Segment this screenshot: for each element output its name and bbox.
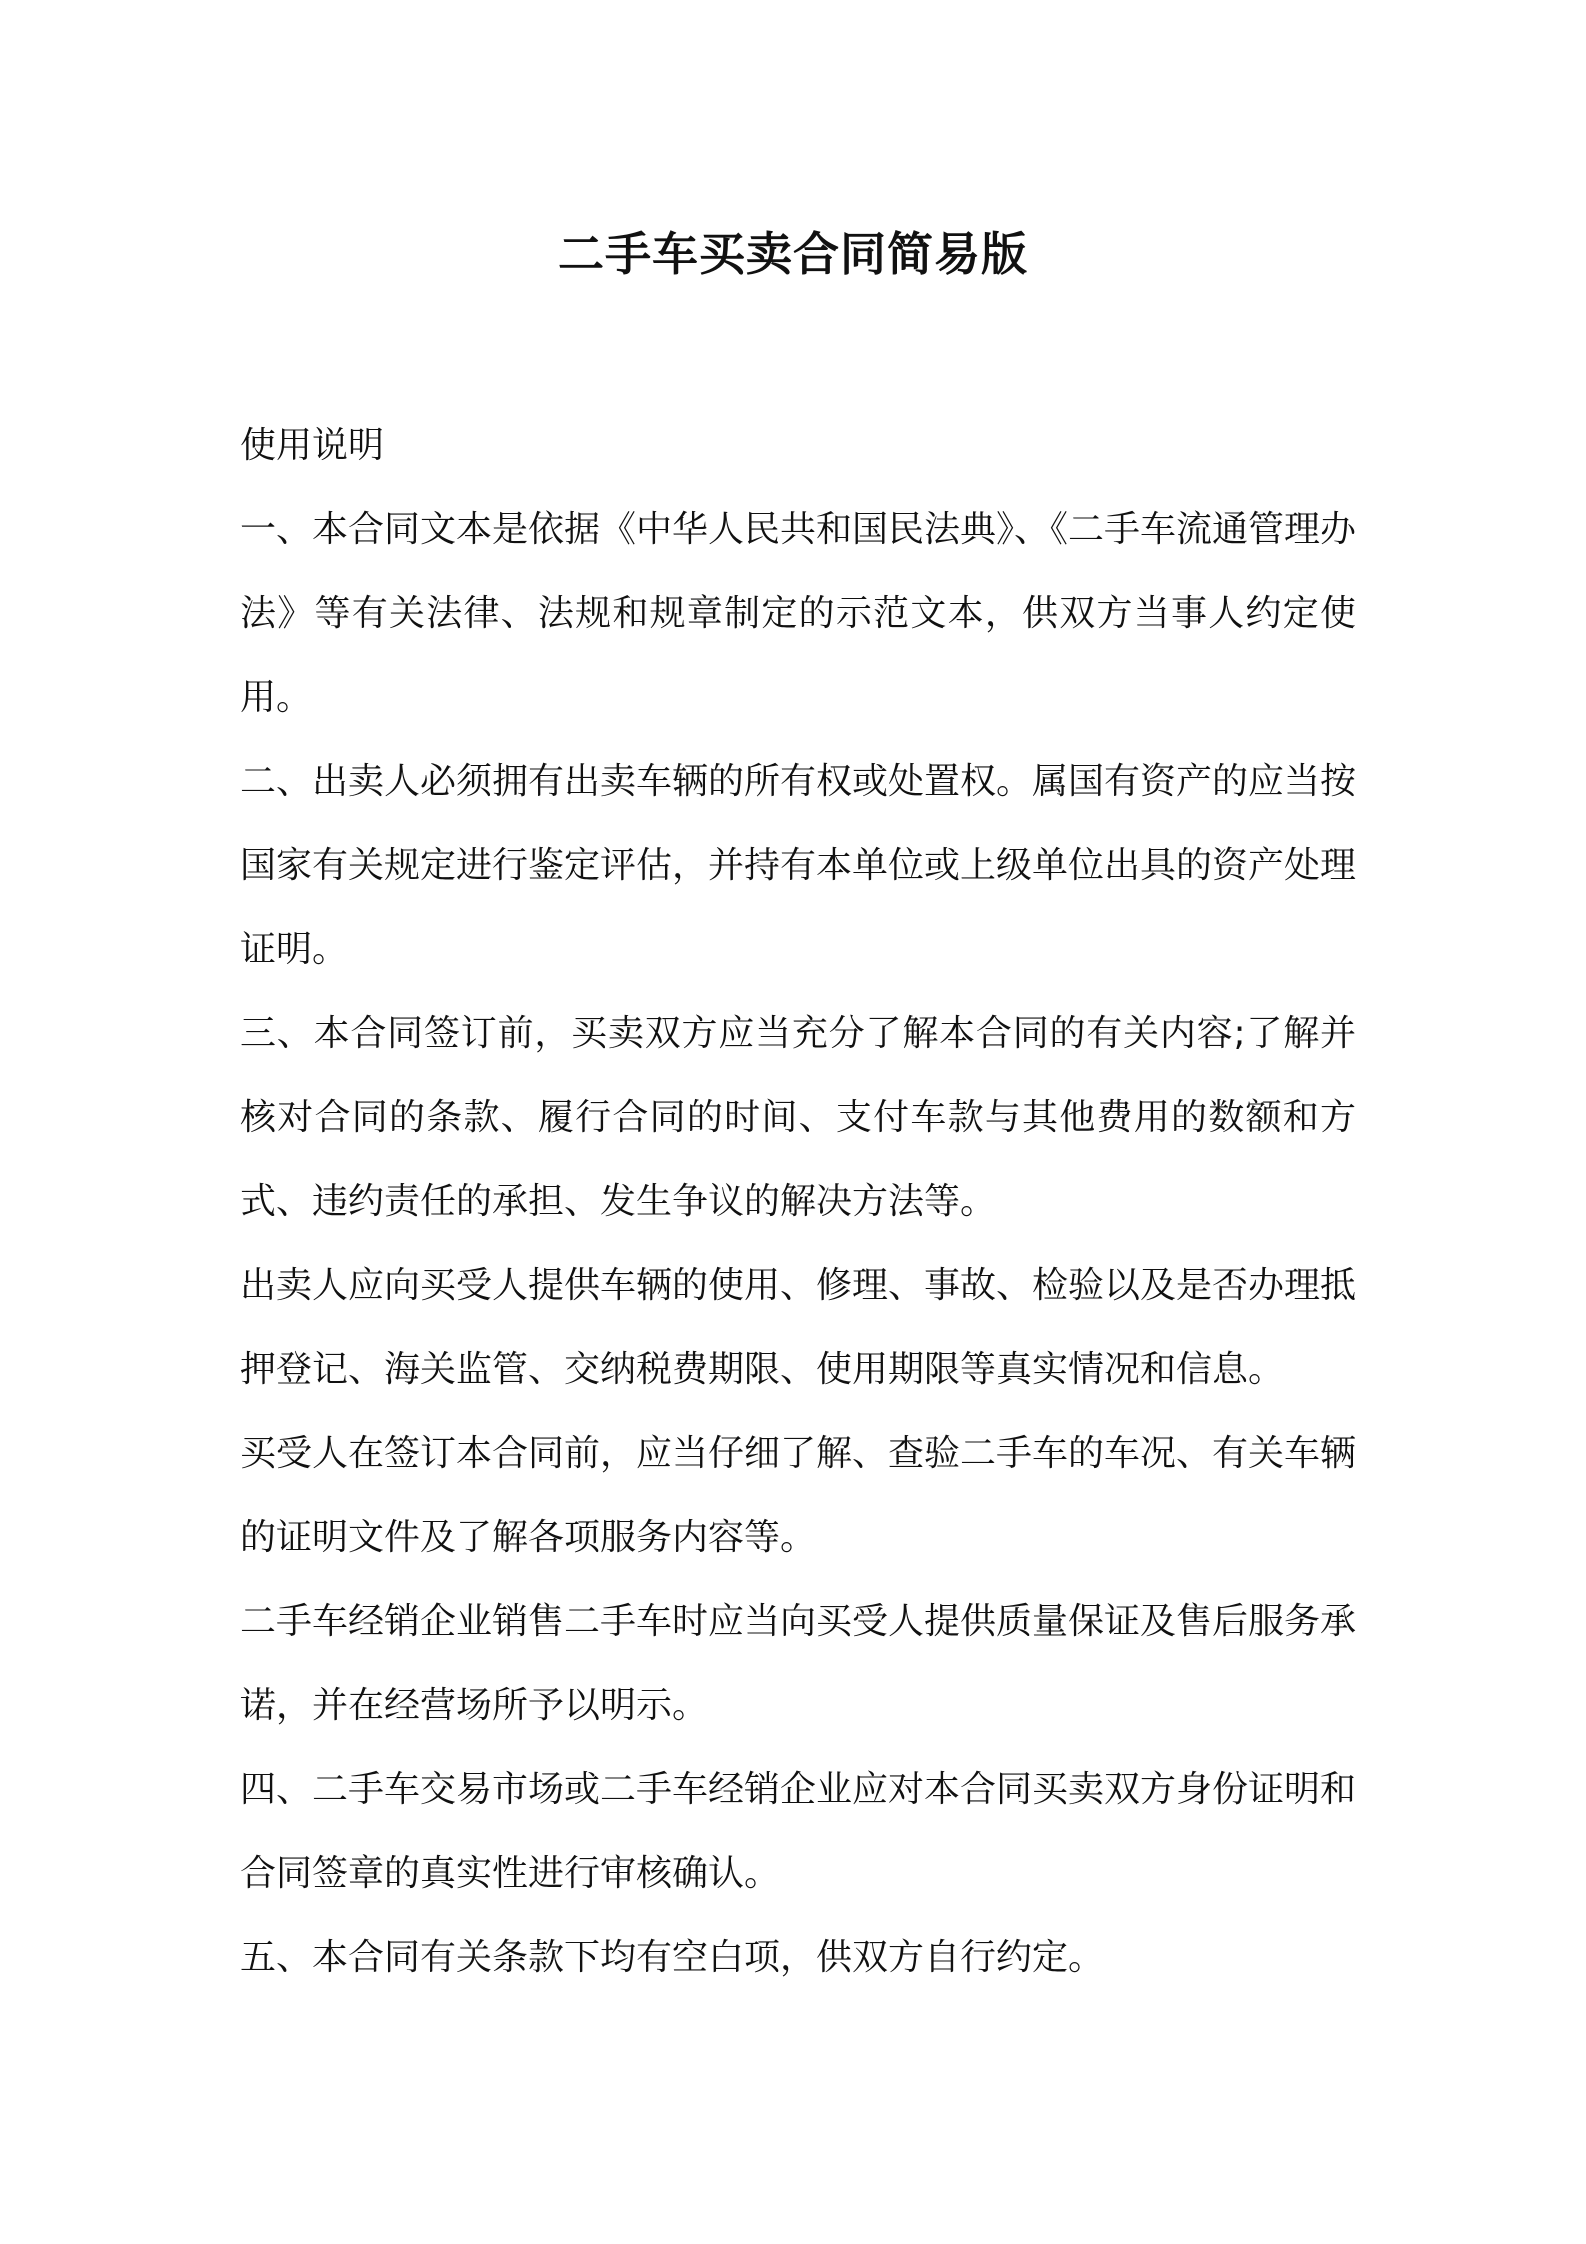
document-body [240, 404, 1356, 2000]
paragraph-5: 买受人在签订本合同前，应当仔细了解、查验二手车的车况、有关车辆的证明文件及了解各项服务内容等。 [240, 1433, 1357, 1558]
paragraph-6: 二手车经销企业销售二手车时应当向买受人提供质量保证及售后服务承诺，并在经营场所予以明示。 [240, 1601, 1357, 1726]
document-title: 二手车买卖合同简易版 [558, 227, 1028, 281]
paragraph-3: 三、本合同签订前，买卖双方应当充分了解本合同的有关内容;了解并核对合同的条款、履行合同的时间、支付车款与其他费用的数额和方式、违约责任的承担、发生争议的解决方法等。 [240, 1013, 1356, 1222]
section-heading: 使用说明 [240, 425, 385, 466]
paragraph-2: 二、出卖人必须拥有出卖车辆的所有权或处置权。属国有资产的应当按国家有关规定进行鉴定评估，并持有本单位或上级单位出具的资产处理证明。 [240, 761, 1357, 970]
paragraph-8: 五、本合同有关条款下均有空白项，供双方自行约定。 [240, 1937, 1105, 1978]
paragraph-4: 出卖人应向买受人提供车辆的使用、修理、事故、检验以及是否办理抵押登记、海关监管、交纳税费期限、使用期限等真实情况和信息。 [240, 1265, 1357, 1390]
paragraph-7: 四、二手车交易市场或二手车经销企业应对本合同买卖双方身份证明和合同签章的真实性进行审核确认。 [240, 1769, 1357, 1894]
paragraph-1: 一、本合同文本是依据《中华人民共和国民法典》、《二手车流通管理办法》等有关法律、法规和规章制定的示范文本，供双方当事人约定使用。 [240, 509, 1357, 718]
